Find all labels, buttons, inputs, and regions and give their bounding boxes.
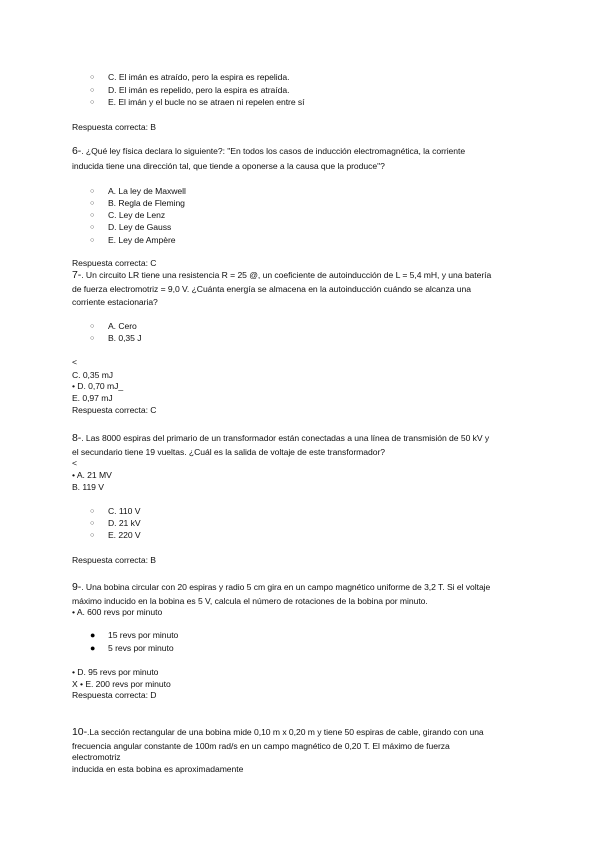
- annotation-mark: <: [72, 357, 77, 367]
- option-bullet: ○: [90, 99, 95, 106]
- option-item: D. 21 kV: [108, 518, 141, 528]
- option-bullet: ○: [90, 323, 95, 330]
- question-10-line4: inducida en esta bobina es aproximadamente: [72, 764, 244, 774]
- option-bullet: ●: [90, 643, 96, 653]
- question-9-line2: máximo inducido en la bobina es 5 V, calcula el número de rotaciones de la bobina por minuto.: [72, 596, 428, 606]
- question-number: 6-: [72, 145, 82, 157]
- correct-answer: Respuesta correcta: B: [72, 555, 156, 565]
- question-10-line1: [72, 727, 484, 738]
- option-bullet: ○: [90, 200, 95, 207]
- question-7-line2: de fuerza electromotriz = 9,0 V. ¿Cuánta energía se almacena en la autoinducción cuándo se alcanza una: [72, 284, 471, 294]
- option-item: E. El imán y el bucle no se atraen ni repelen entre sí: [108, 97, 305, 107]
- question-8-line2: el secundario tiene 19 vueltas. ¿Cuál es la salida de voltaje de este transformador?: [72, 447, 385, 457]
- option-item: B. 0,35 J: [108, 333, 142, 343]
- option-item: D. El imán es repelido, pero la espira es atraída.: [108, 85, 290, 95]
- option-item: A. Cero: [108, 321, 137, 331]
- option-item: A. La ley de Maxwell: [108, 186, 186, 196]
- question-text: . Un circuito LR tiene una resistencia R = 25 @, un coeficiente de autoinducción de L = 5,4 mH, y una batería: [81, 270, 492, 280]
- option-bullet: ○: [90, 212, 95, 219]
- extra-option: E. 0,97 mJ: [72, 393, 113, 403]
- correct-answer: Respuesta correcta: C: [72, 405, 157, 415]
- question-9-line1: [72, 582, 490, 593]
- option-bullet: ○: [90, 188, 95, 195]
- option-bullet: ○: [90, 74, 95, 81]
- correct-answer: Respuesta correcta: C: [72, 258, 157, 268]
- question-text: .La sección rectangular de una bobina mide 0,10 m x 0,20 m y tiene 50 espiras de cable, girando con una: [87, 727, 484, 737]
- extra-option: • D. 95 revs por minuto: [72, 667, 159, 677]
- extra-option: X • E. 200 revs por minuto: [72, 679, 171, 689]
- question-6-line1: [72, 146, 465, 157]
- question-number: 7-: [72, 269, 82, 281]
- option-item: C. El imán es atraído, pero la espira es repelida.: [108, 72, 290, 82]
- option-bullet: ●: [90, 630, 96, 640]
- correct-answer: Respuesta correcta: B: [72, 122, 156, 132]
- extra-option: C. 0,35 mJ: [72, 370, 114, 380]
- correct-answer: Respuesta correcta: D: [72, 690, 157, 700]
- extra-option: B. 119 V: [72, 482, 104, 492]
- option-item: E. Ley de Ampère: [108, 235, 176, 245]
- option-bullet: ○: [90, 237, 95, 244]
- option-bullet: ○: [90, 224, 95, 231]
- option-bullet: ○: [90, 508, 95, 515]
- option-bullet: ○: [90, 87, 95, 94]
- question-number: 10-: [72, 726, 88, 738]
- question-text: . Una bobina circular con 20 espiras y radio 5 cm gira en un campo magnético uniforme de 3,2 T. Si el voltaje: [81, 582, 491, 592]
- option-item: 5 revs por minuto: [108, 643, 174, 653]
- question-text: . Las 8000 espiras del primario de un transformador están conectadas a una línea de transmisión de 50 kV y: [81, 433, 490, 443]
- question-8-line1: [72, 433, 489, 444]
- option-item: C. Ley de Lenz: [108, 210, 166, 220]
- option-bullet: ○: [90, 520, 95, 527]
- question-number: 8-: [72, 432, 82, 444]
- question-number: 9-: [72, 581, 82, 593]
- question-10-line3: electromotriz: [72, 752, 121, 762]
- annotation-mark: <: [72, 458, 77, 468]
- question-10-line2: frecuencia angular constante de 100m rad/s en un campo magnético de 0,20 T. El máximo de fuerza: [72, 741, 450, 751]
- option-item: D. Ley de Gauss: [108, 222, 172, 232]
- question-7-line1: [72, 270, 491, 281]
- question-7-line3: corriente estacionaria?: [72, 297, 158, 307]
- option-bullet: ○: [90, 532, 95, 539]
- option-item: C. 110 V: [108, 506, 141, 516]
- option-item: 15 revs por minuto: [108, 630, 179, 640]
- question-9-line3: • A. 600 revs por minuto: [72, 607, 163, 617]
- question-text: . ¿Qué ley física declara lo siguiente?: "En todos los casos de inducción electromagnética, la corriente: [81, 146, 466, 156]
- extra-option: • D. 0,70 mJ_: [72, 381, 124, 391]
- question-6-line2: inducida tiene una dirección tal, que tiende a oponerse a la causa que la produce"?: [72, 161, 385, 171]
- extra-option: • A. 21 MV: [72, 470, 112, 480]
- option-bullet: ○: [90, 335, 95, 342]
- option-item: E. 220 V: [108, 530, 141, 540]
- option-item: B. Regla de Fleming: [108, 198, 185, 208]
